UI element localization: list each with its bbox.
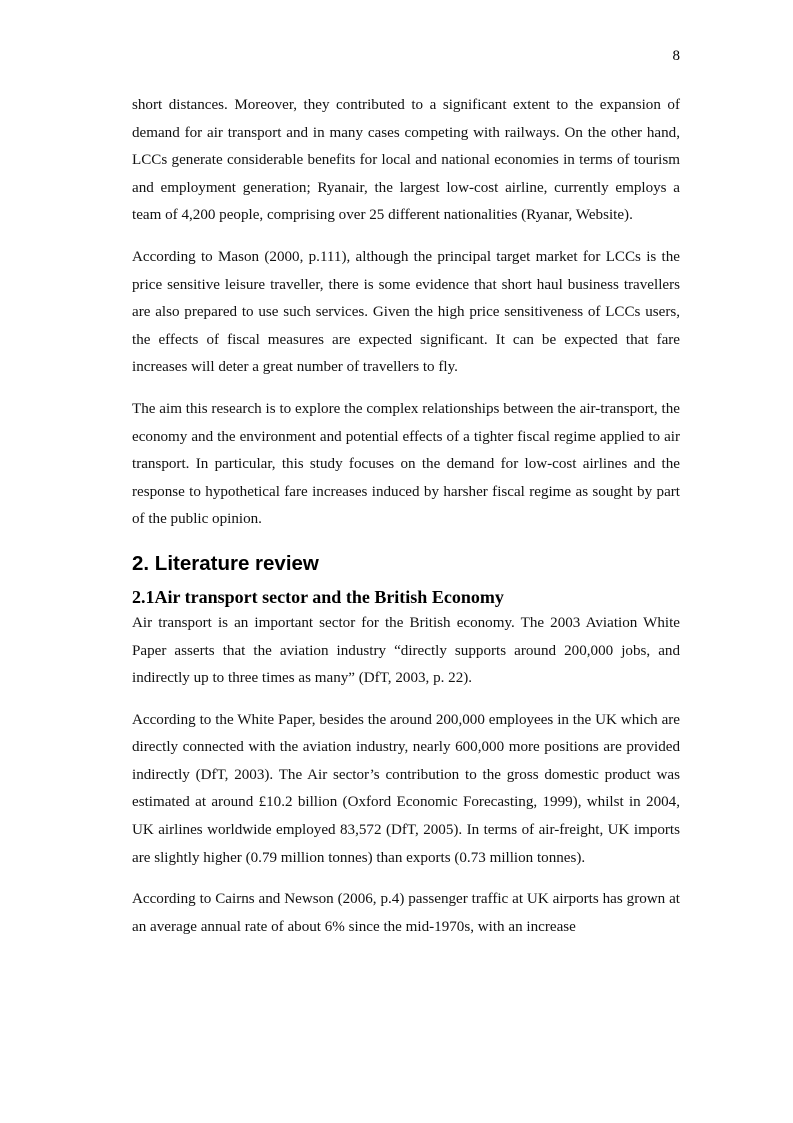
paragraph: According to Mason (2000, p.111), although the principal target market for LCCs is the price sensitive leisure traveller, there is some evidence that short haul business travellers are also prepared to use such services. Given the high price sensitiveness of LCCs users, the effects of fiscal measures are expected significant. It can be expected that fare increases will deter a great number of travellers to fly. xyxy=(132,248,680,376)
paragraph: According to Cairns and Newson (2006, p.4) passenger traffic at UK airports has grown at an average annual rate of about 6% since the mid-1970s, with an increase xyxy=(132,891,680,935)
page-number: 8 xyxy=(672,48,680,64)
paragraph: Air transport is an important sector for the British economy. The 2003 Aviation White Paper asserts that the aviation industry “directly supports around 200,000 jobs, and indirectly up to three times as many” (DfT, 2003, p. 22). xyxy=(132,614,680,687)
paragraph: According to the White Paper, besides the around 200,000 employees in the UK which are directly connected with the aviation industry, nearly 600,000 more positions are provided indirectly (DfT, 2003). The Air sector’s contribution to the gross domestic product was estimated at around £10.2 billion (Oxford Economic Forecasting, 1999), whilst in 2004, UK airlines worldwide employed 83,572 (DfT, 2005). In terms of air-freight, UK imports are slightly higher (0.79 million tonnes) than exports (0.73 million tonnes). xyxy=(132,711,680,866)
paragraph: short distances. Moreover, they contributed to a significant extent to the expansion of demand for air transport and in many cases competing with railways. On the other hand, LCCs generate considerable benefits for local and national economies in terms of tourism and employment generation; Ryanair, the largest low-cost airline, currently employs a team of 4,200 people, comprising over 25 different nationalities (Ryanar, Website). xyxy=(132,97,680,224)
subsection-heading: 2.1Air transport sector and the British Economy xyxy=(132,586,504,607)
page-body xyxy=(132,92,680,955)
section-heading: 2. Literature review xyxy=(132,551,319,575)
paragraph: The aim this research is to explore the complex relationships between the air-transport, the economy and the environment and potential effects of a tighter fiscal regime applied to air transport. In particular, this study focuses on the demand for low-cost airlines and the response to hypothetical fare increases induced by harsher fiscal regime as sought by part of the public opinion. xyxy=(132,400,680,528)
